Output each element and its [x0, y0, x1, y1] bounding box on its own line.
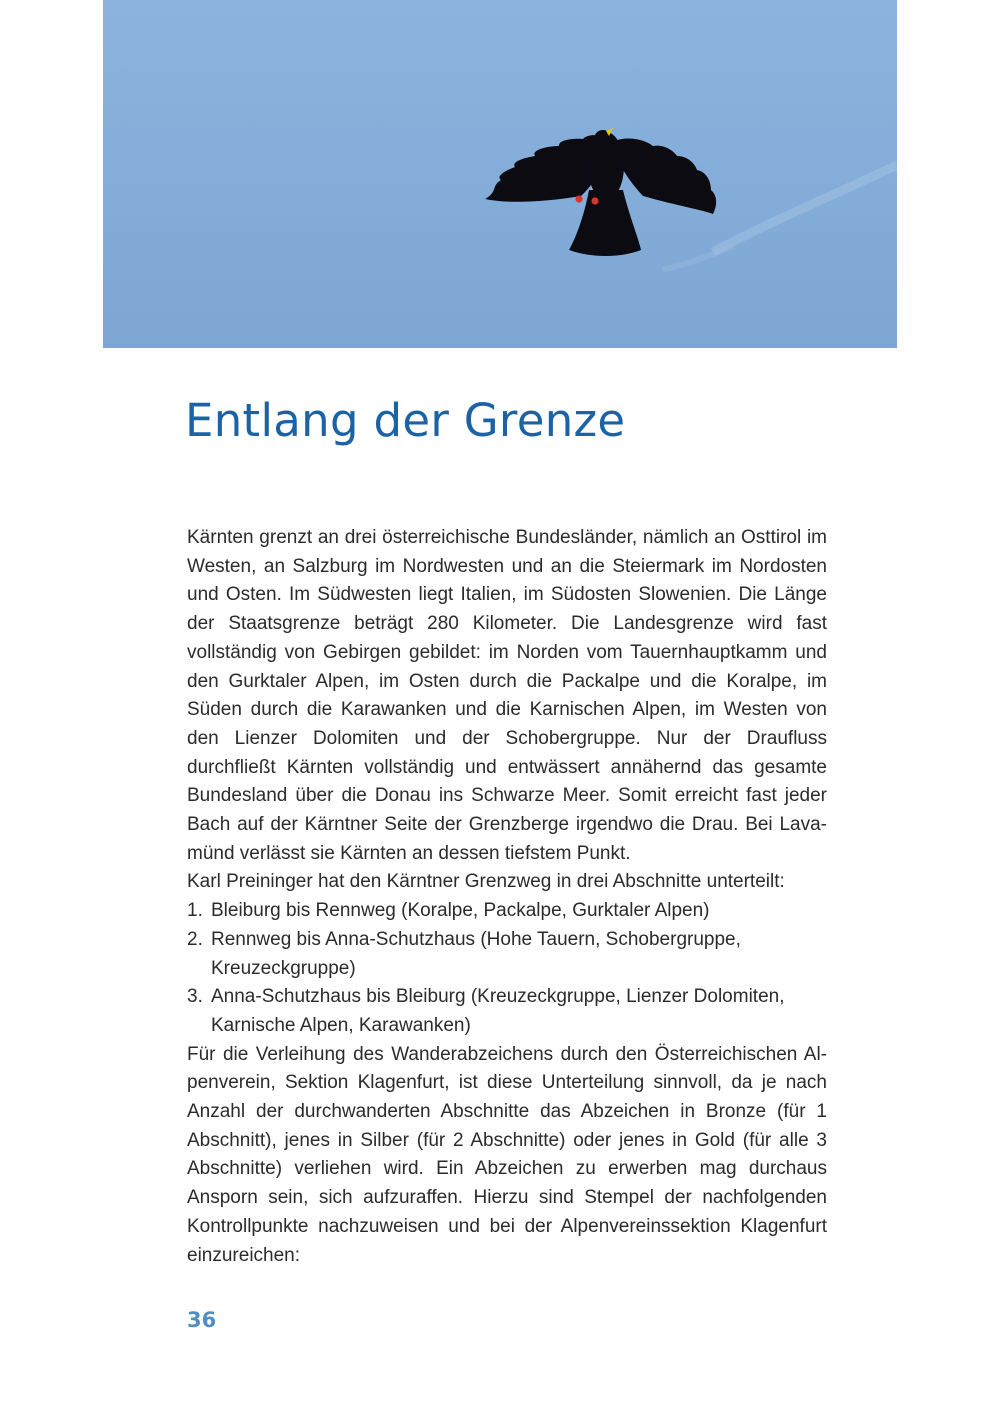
list-item	[187, 926, 827, 983]
sky-background	[103, 0, 897, 348]
list-item	[187, 983, 827, 1040]
bird-leg-right	[591, 197, 598, 204]
list-item-text: Anna-Schutzhaus bis Bleiburg (Kreuzeckgruppe, Lienzer Dolomiten, Karnische Alpen, Karawanken)	[211, 986, 785, 1036]
closing-paragraph: Für die Verleihung des Wanderabzeichens durch den Österreichischen Alpenverein, Sektion Klagenfurt, ist diese Unterteilung sinnvoll, da je nach Anzahl der durchwanderten Abschnitte das Abzeichen in Bronze (für 1 Abschnitt), jenes in Silber (für 2 Abschnitte) oder jenes in Gold (für alle 3 Abschnitte) verliehen wird. Ein Abzeichen zu erwerben mag durchaus Ansporn sein, sich aufzuraffen. Hierzu sind Stempel der nachfolgenden Kontrollpunkte nachzuweisen und bei der Alpenvereinssektion Klagenfurt einzureichen:	[187, 1043, 827, 1266]
header-photo	[103, 0, 897, 348]
body-text	[187, 524, 827, 1270]
bird-leg-left	[575, 195, 582, 202]
page-title: Entlang der Grenze	[185, 394, 626, 447]
list-item	[187, 897, 827, 926]
list-item-text: Rennweg bis Anna-Schutzhaus (Hohe Tauern, Schobergruppe, Kreuzeckgruppe)	[211, 928, 741, 979]
list-item-number: 1.	[187, 900, 203, 922]
list-intro-paragraph: Karl Preininger hat den Kärntner Grenzweg in drei Abschnitte unterteilt:	[187, 871, 785, 893]
list-item-number: 2.	[187, 928, 203, 950]
section-list	[187, 897, 827, 1041]
intro-paragraph: Kärnten grenzt an drei österreichische Bundesländer, nämlich an Osttirol im Westen, an Salzburg im Nordwesten und an die Steiermark im Nordosten und Osten. Im Südwesten liegt Italien, im Südosten Slowenien. Die Länge der Staatsgrenze beträgt 280 Kilometer. Die Landesgrenze wird fast vollständig von Gebirgen gebildet: im Norden vom Tauernhauptkamm und den Gurktaler Alpen, im Osten durch die Packalpe und die Koralpe, im Süden durch die Karawanken und die Karnischen Alpen, im Westen von den Lienzer Dolomiten und der Schobergruppe. Nur der Draufluss durchfließt Kärnten vollständig und entwässert annähernd das gesamte Bundesland über die Donau ins Schwarze Meer. Somit erreicht fast jeder Bach auf der Kärntner Seite der Grenzberge irgendwo die Drau. Bei Lavamünd verlässt sie Kärnten an dessen tiefstem Punkt.	[187, 527, 827, 864]
page-number: 36	[187, 1308, 217, 1332]
list-item-number: 3.	[187, 986, 203, 1008]
flying-bird-photo	[103, 0, 897, 348]
list-item-text: Bleiburg bis Rennweg (Koralpe, Packalpe, Gurktaler Alpen)	[211, 900, 710, 922]
